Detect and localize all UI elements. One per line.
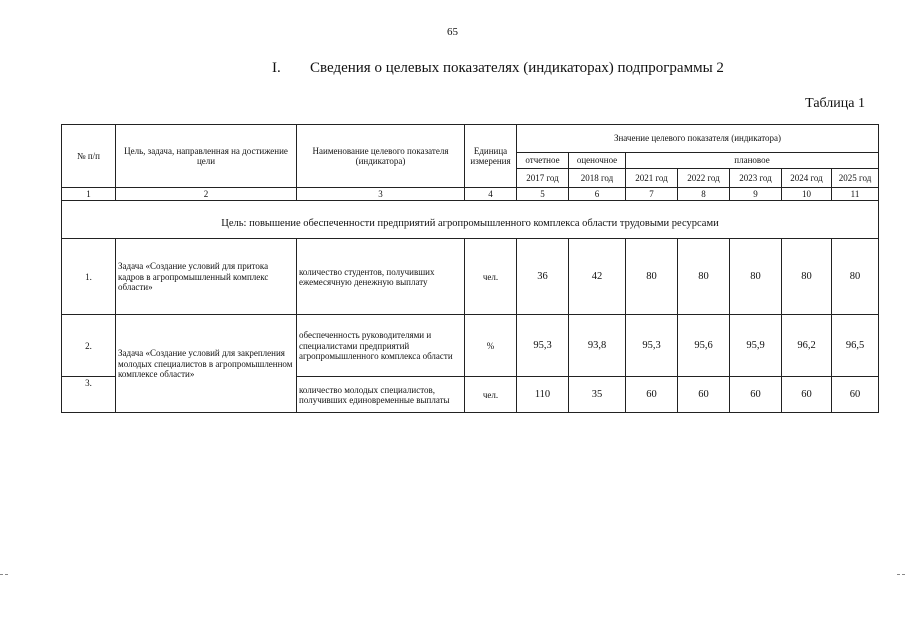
section-title	[272, 60, 724, 77]
header-goal-task: Цель, задача, направленная на достижение цели	[116, 125, 297, 188]
section-title-text: Сведения о целевых показателях (индикаторах) подпрограммы 2	[310, 60, 724, 76]
row-unit: %	[465, 315, 517, 377]
row-indicator: обеспеченность руководителями и специалистами предприятий агропромышленного комплекса области	[297, 315, 465, 377]
col-number: 11	[832, 188, 879, 201]
header-year: 2025 год	[832, 169, 879, 188]
header-num: № п/п	[62, 125, 116, 188]
row-value: 110	[517, 377, 569, 413]
row-value: 36	[517, 239, 569, 315]
row-task: Задача «Создание условий для закрепления молодых специалистов в агропромышленном комплексе области»	[116, 315, 297, 413]
header-year: 2018 год	[569, 169, 626, 188]
row-value: 95,3	[626, 315, 678, 377]
row-value: 80	[626, 239, 678, 315]
header-year: 2021 год	[626, 169, 678, 188]
page-number: 65	[447, 26, 458, 38]
col-number: 8	[678, 188, 730, 201]
row-value: 80	[832, 239, 879, 315]
row-unit: чел.	[465, 239, 517, 315]
row-value: 60	[730, 377, 782, 413]
row-value: 60	[832, 377, 879, 413]
header-year: 2024 год	[782, 169, 832, 188]
row-value: 95,6	[678, 315, 730, 377]
header-planned: плановое	[626, 153, 879, 169]
scan-edge-mark-right	[897, 574, 905, 575]
row-unit: чел.	[465, 377, 517, 413]
row-value: 95,3	[517, 315, 569, 377]
col-number: 2	[116, 188, 297, 201]
row-task: Задача «Создание условий для притока кадров в агропромышленный комплекс области»	[116, 239, 297, 315]
header-reported: отчетное	[517, 153, 569, 169]
row-indicator: количество молодых специалистов, получивших единовременные выплаты	[297, 377, 465, 413]
row-value: 80	[782, 239, 832, 315]
table-row	[62, 315, 879, 377]
row-num: 2.	[62, 315, 116, 377]
row-value: 95,9	[730, 315, 782, 377]
scan-edge-mark-left	[0, 574, 8, 575]
row-value: 96,5	[832, 315, 879, 377]
col-number: 1	[62, 188, 116, 201]
row-value: 60	[678, 377, 730, 413]
row-value: 35	[569, 377, 626, 413]
indicators-table	[61, 124, 878, 413]
row-value: 80	[730, 239, 782, 315]
header-unit: Единица измерения	[465, 125, 517, 188]
header-year: 2023 год	[730, 169, 782, 188]
table-row	[62, 239, 879, 315]
row-value: 96,2	[782, 315, 832, 377]
header-year: 2017 год	[517, 169, 569, 188]
row-value: 93,8	[569, 315, 626, 377]
col-number: 9	[730, 188, 782, 201]
section-number: I.	[272, 60, 281, 76]
header-indicator-name: Наименование целевого показателя (индикатора)	[297, 125, 465, 188]
col-number: 10	[782, 188, 832, 201]
row-value: 42	[569, 239, 626, 315]
col-number: 4	[465, 188, 517, 201]
col-number: 3	[297, 188, 465, 201]
row-num: 3.	[62, 377, 116, 413]
row-value: 60	[782, 377, 832, 413]
table-caption: Таблица 1	[805, 96, 865, 111]
goal-row: Цель: повышение обеспеченности предприятий агропромышленного комплекса области трудовыми ресурсами	[62, 201, 879, 239]
col-number: 5	[517, 188, 569, 201]
row-value: 60	[626, 377, 678, 413]
header-estimated: оценочное	[569, 153, 626, 169]
row-indicator: количество студентов, получивших ежемесячную денежную выплату	[297, 239, 465, 315]
header-year: 2022 год	[678, 169, 730, 188]
col-number: 7	[626, 188, 678, 201]
row-value: 80	[678, 239, 730, 315]
header-value-group: Значение целевого показателя (индикатора)	[517, 125, 879, 153]
row-num: 1.	[62, 239, 116, 315]
col-number: 6	[569, 188, 626, 201]
